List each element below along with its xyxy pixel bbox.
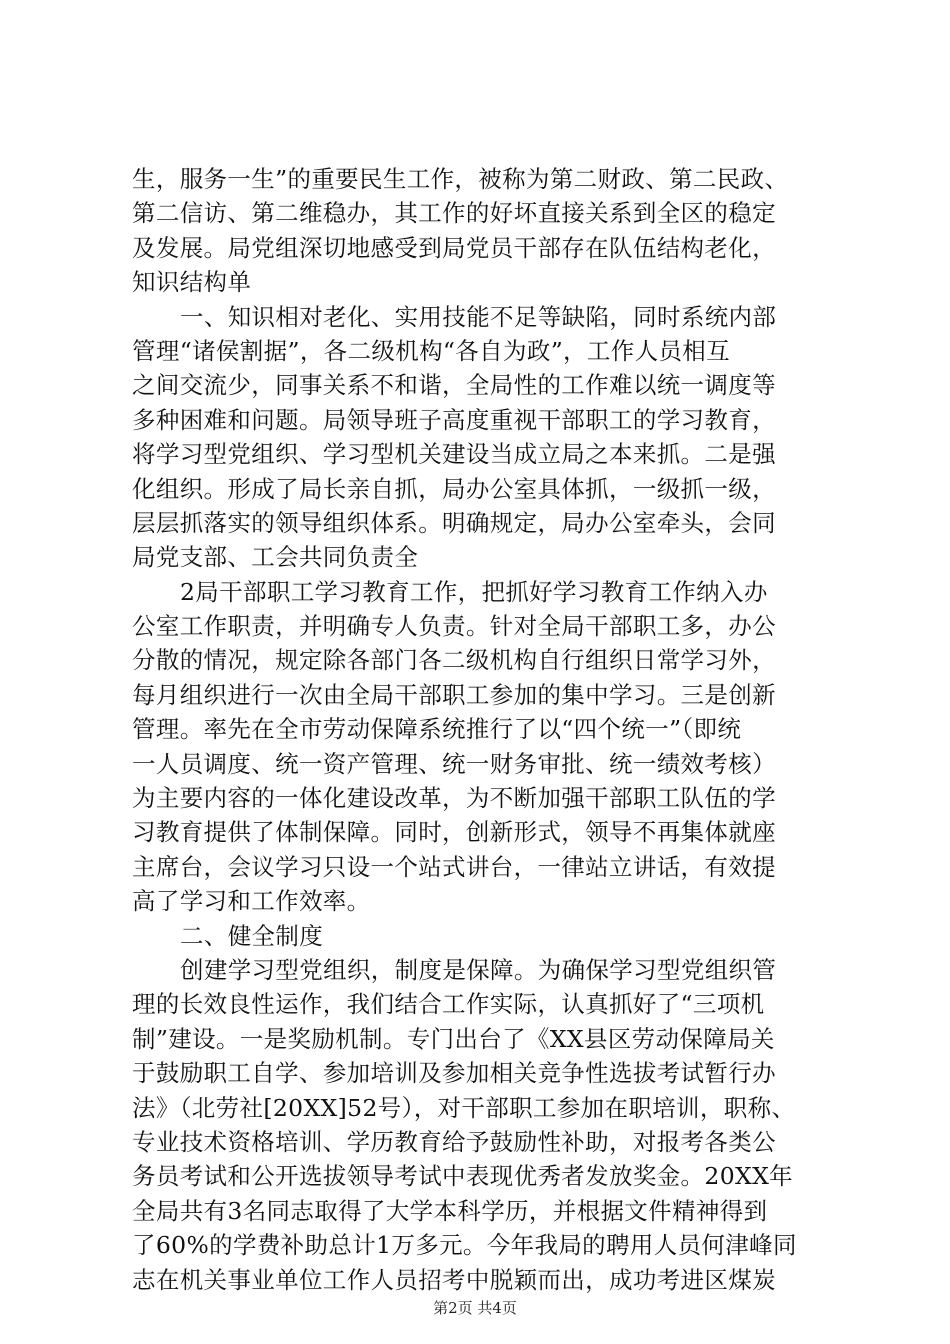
document-body xyxy=(132,162,822,1297)
text-line: 一、知识相对老化、实用技能不足等缺陷，同时系统内部 xyxy=(180,302,777,331)
text-line: 管理“诸侯割据”，各二级机构“各自为政”，工作人员相互 xyxy=(132,336,731,365)
text-line: 第二信访、第二维稳办，其工作的好坏直接关系到全区的稳定 xyxy=(132,199,776,228)
text-line: 将学习型党组织、学习型机关建设当成立局之本来抓。二是强 xyxy=(132,440,776,469)
text-line: 生，服务一生”的重要民生工作，被称为第二财政、第二民政、 xyxy=(132,165,789,193)
text-line: 理的长效良性运作，我们结合工作实际，认真抓好了“三项机 xyxy=(132,990,765,1019)
text-line: 层层抓落实的领导组织体系。明确规定，局办公室牵头，会同 xyxy=(132,508,776,537)
text-line: 化组织。形成了局长亲自抓，局办公室具体抓，一级抓一级， xyxy=(132,474,776,503)
text-line: 及发展。局党组深切地感受到局党员干部存在队伍结构老化， xyxy=(132,233,776,262)
text-line: 专业技术资格培训、学历教育给予鼓励性补助，对报考各类公 xyxy=(132,1127,776,1156)
text-line: 每月组织进行一次由全局干部职工参加的集中学习。三是创新 xyxy=(132,680,776,709)
text-line: 全局共有3名同志取得了大学本科学历，并根据文件精神得到 xyxy=(132,1196,768,1225)
text-line: 知识结构单 xyxy=(132,268,252,297)
text-line: 务员考试和公开选拔领导考试中表现优秀者发放奖金。20XX年 xyxy=(132,1162,794,1191)
text-line: 二、健全制度 xyxy=(180,921,324,950)
text-line: 2局干部职工学习教育工作，把抓好学习教育工作纳入办 xyxy=(180,577,768,606)
text-line: 多种困难和问题。局领导班子高度重视干部职工的学习教育， xyxy=(132,405,776,434)
text-line: 志在机关事业单位工作人员招考中脱颖而出，成功考进区煤炭 xyxy=(132,1265,776,1294)
text-line: 习教育提供了体制保障。同时，创新形式，领导不再集体就座 xyxy=(132,818,776,847)
page-footer: 第2页 共4页 xyxy=(433,1299,517,1317)
text-line: 高了学习和工作效率。 xyxy=(132,887,371,916)
text-line: 于鼓励职工自学、参加培训及参加相关竞争性选拔考试暂行办 xyxy=(132,1059,776,1088)
text-line: 分散的情况，规定除各部门各二级机构自行组织日常学习外， xyxy=(132,646,776,675)
text-line: 创建学习型党组织，制度是保障。为确保学习型党组织管 xyxy=(180,955,777,984)
text-line: 主席台，会议学习只设一个站式讲台，一律站立讲话，有效提 xyxy=(132,852,776,881)
text-line: 法》（北劳社[20XX]52号），对干部职工参加在职培训，职称、 xyxy=(132,1093,796,1122)
text-line: 局党支部、工会共同负责全 xyxy=(132,543,419,572)
text-line: 之间交流少，同事关系不和谐，全局性的工作难以统一调度等 xyxy=(132,371,776,400)
text-line: 一人员调度、统一资产管理、统一财务审批、统一绩效考核） xyxy=(132,749,776,778)
text-line: 公室工作职责，并明确专人负责。针对全局干部职工多，办公 xyxy=(132,612,776,641)
text-line: 管理。率先在全市劳动保障系统推行了以“四个统一”（即统 xyxy=(132,715,742,744)
text-line: 制”建设。一是奖励机制。专门出台了《XX县区劳动保障局关 xyxy=(132,1024,775,1053)
text-line: 为主要内容的一体化建设改革，为不断加强干部职工队伍的学 xyxy=(132,784,776,813)
text-line: 了60%的学费补助总计1万多元。今年我局的聘用人员何津峰同 xyxy=(132,1231,797,1260)
